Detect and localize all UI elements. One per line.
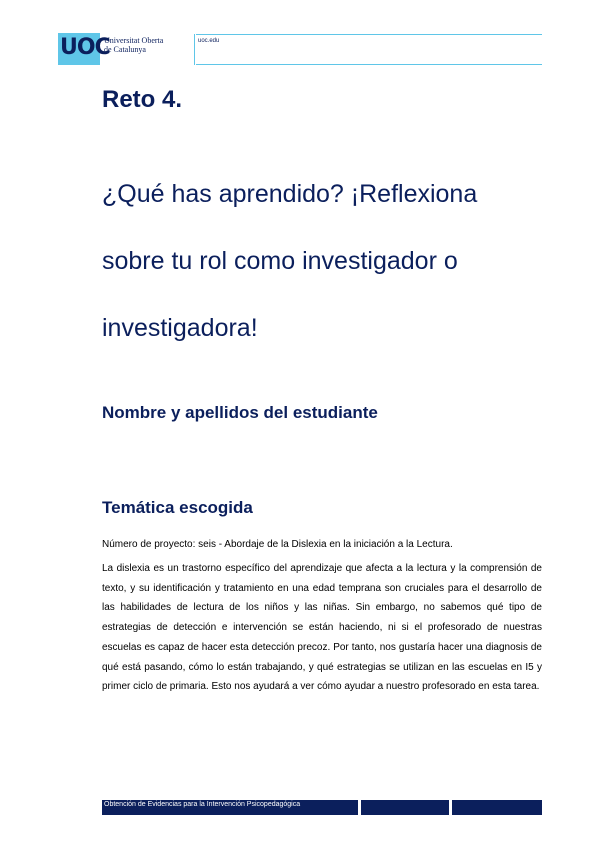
header-separator <box>194 34 195 65</box>
logo-letters: UOC <box>60 35 110 60</box>
university-name-line2: de Catalunya <box>104 45 146 54</box>
university-name-line1: Universitat Oberta <box>104 36 164 45</box>
footer-divider-mark <box>358 800 361 815</box>
section-student-name: Nombre y apellidos del estudiante <box>102 403 378 422</box>
footer-text: Obtención de Evidencias para la Intervención Psicopedagógica <box>104 801 301 808</box>
topic-paragraph: La dislexia es un trastorno específico del aprendizaje que afecta a la lectura y la comprensión de texto, y su identificación y tratamiento en una edad temprana son cruciales para el desarrollo de las habilidades de lectura de los niños y las niñas. Sin embargo, no sabemos qué tipo de estrategias de detección e intervención se están haciendo, ni si el profesorado de nuestras escuelas es capaz de hacer esta detección precoz. Por tanto, nos gustaría hacer una diagnosis de qué está pasando, cómo lo están trabajando, y qué estrategias se utilizan en las escuelas en I5 y primer ciclo de primaria. Esto nos ayudará a ver cómo ayudar a nuestro profesorado en esta tarea. <box>102 563 542 693</box>
header-small-text: uoc.edu <box>198 38 220 44</box>
header-rule-bottom <box>196 64 542 65</box>
footer-divider-mark <box>449 800 452 815</box>
page-header <box>0 0 600 70</box>
university-name <box>104 36 188 54</box>
document-title: ¿Qué has aprendido? ¡Reflexiona sobre tu rol como investigador o investigadora! <box>102 180 478 342</box>
header-rule-top <box>196 34 542 35</box>
uoc-logo <box>58 33 110 65</box>
project-line: Número de proyecto: seis - Abordaje de la Dislexia en la iniciación a la Lectura. <box>102 539 453 550</box>
challenge-number: Reto 4. <box>102 86 183 113</box>
section-topic: Temática escogida <box>102 498 253 517</box>
